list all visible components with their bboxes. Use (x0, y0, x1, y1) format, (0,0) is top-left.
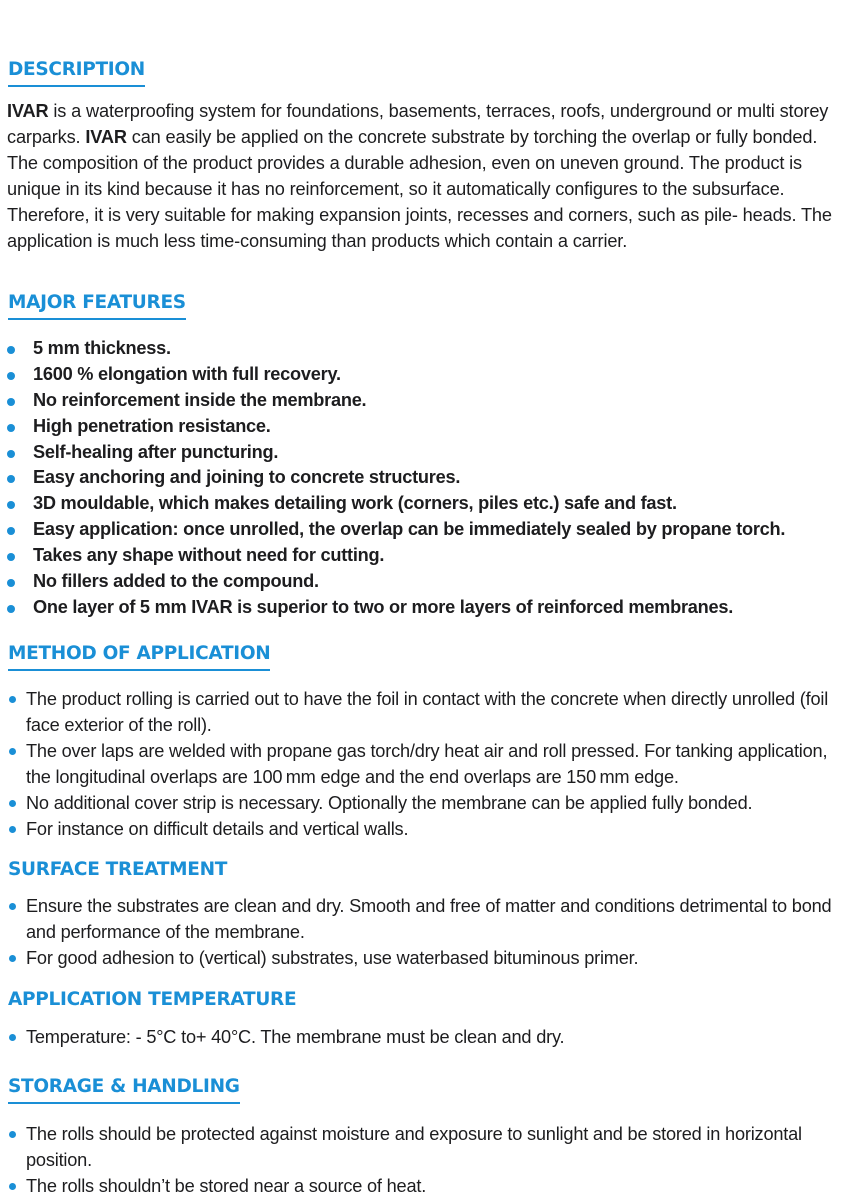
bullet-icon (7, 424, 15, 432)
description-heading: DESCRIPTION (8, 58, 145, 87)
bullet-icon (9, 1131, 16, 1138)
bullet-icon (9, 696, 16, 703)
bullet-icon (9, 955, 16, 962)
list-item: For good adhesion to (vertical) substrates, use waterbased bituminous primer. (0, 945, 849, 971)
list-item: One layer of 5 mm IVAR is superior to two or more layers of reinforced membranes. (0, 595, 849, 621)
list-item: The product rolling is carried out to have the foil in contact with the concrete when directly unrolled (foil face exterior of the roll). (0, 686, 849, 738)
bullet-icon (7, 579, 15, 587)
list-item: Self-healing after puncturing. (0, 440, 849, 466)
bullet-icon (7, 372, 15, 380)
description-text-1: is a waterproofing system for foundations, basements, terraces, roofs, underground or multi storey carparks. (7, 101, 829, 147)
list-item: The rolls should be protected against moisture and exposure to sunlight and be stored in horizontal position. (0, 1121, 849, 1173)
description-paragraph (7, 98, 849, 254)
list-item: For instance on difficult details and vertical walls. (0, 816, 849, 842)
list-item: No additional cover strip is necessary. Optionally the membrane can be applied fully bonded. (0, 790, 849, 816)
bullet-icon (7, 450, 15, 458)
method-list (0, 686, 849, 842)
list-item: No fillers added to the compound. (0, 569, 849, 595)
brand-name: IVAR (7, 101, 49, 121)
bullet-icon (7, 501, 15, 509)
bullet-icon (9, 748, 16, 755)
storage-handling-heading: STORAGE & HANDLING (8, 1075, 240, 1104)
list-item: 5 mm thickness. (0, 336, 849, 362)
bullet-icon (9, 1034, 16, 1041)
storage-list (0, 1121, 849, 1199)
surface-list (0, 893, 849, 971)
list-item: Easy anchoring and joining to concrete structures. (0, 465, 849, 491)
bullet-icon (7, 475, 15, 483)
major-features-heading: MAJOR FEATURES (8, 291, 186, 320)
method-of-application-heading: METHOD OF APPLICATION (8, 642, 270, 671)
list-item: Easy application: once unrolled, the overlap can be immediately sealed by propane torch. (0, 517, 849, 543)
brand-name: IVAR (85, 127, 127, 147)
list-item: The rolls shouldn’t be stored near a source of heat. (0, 1173, 849, 1199)
bullet-icon (7, 605, 15, 613)
bullet-icon (9, 903, 16, 910)
bullet-icon (9, 1183, 16, 1190)
list-item: Temperature: - 5°C to+ 40°C. The membrane must be clean and dry. (0, 1024, 849, 1050)
bullet-icon (9, 826, 16, 833)
bullet-icon (7, 398, 15, 406)
features-list (0, 336, 849, 621)
list-item: Ensure the substrates are clean and dry. Smooth and free of matter and conditions detrimental to bond and performance of the membrane. (0, 893, 849, 945)
bullet-icon (9, 800, 16, 807)
temperature-list (0, 1024, 849, 1050)
application-temperature-heading: APPLICATION TEMPERATURE (8, 989, 297, 1010)
list-item: 3D mouldable, which makes detailing work (corners, piles etc.) safe and fast. (0, 491, 849, 517)
bullet-icon (7, 527, 15, 535)
list-item: High penetration resistance. (0, 414, 849, 440)
list-item: Takes any shape without need for cutting. (0, 543, 849, 569)
list-item: No reinforcement inside the membrane. (0, 388, 849, 414)
surface-treatment-heading: SURFACE TREATMENT (8, 859, 228, 880)
list-item: 1600 % elongation with full recovery. (0, 362, 849, 388)
bullet-icon (7, 553, 15, 561)
list-item: The over laps are welded with propane gas torch/dry heat air and roll pressed. For tanking application, the longitudinal overlaps are 100 mm edge and the end overlaps are 150 mm edge. (0, 738, 849, 790)
description-text-2: can easily be applied on the concrete substrate by torching the overlap or fully bonded. The composition of the product provides a durable adhesion, even on uneven ground. The product is unique in its kind because it has no reinforcement, so it automatically configures to the subsurface. Therefore, it is very suitable for making expansion joints, recesses and corners, such as pile- heads. The application is much less time-consuming than products which contain a carrier. (7, 127, 832, 251)
bullet-icon (7, 346, 15, 354)
